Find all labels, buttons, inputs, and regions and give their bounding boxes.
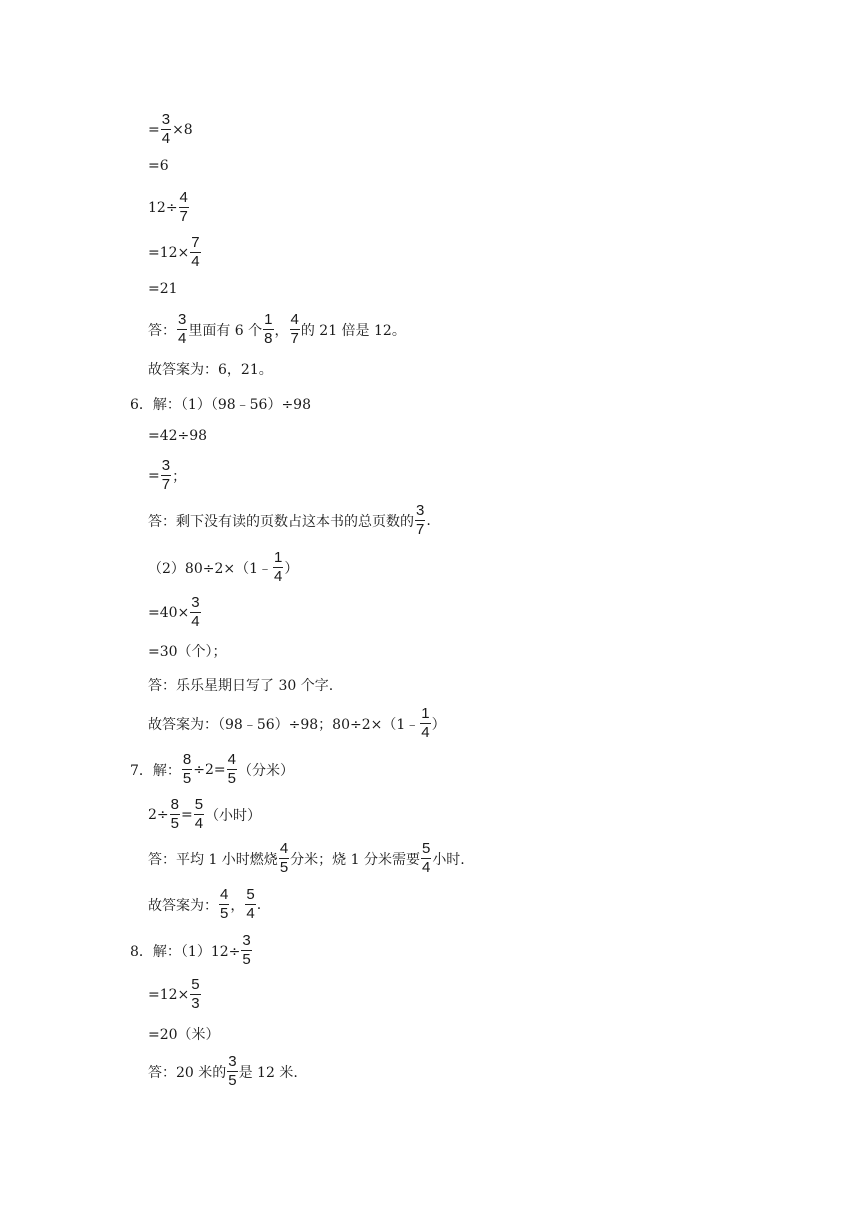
text: 故答案为：（98﹣56）÷98；80÷2×（1﹣	[148, 716, 420, 733]
text: 的 21 倍是 12。	[300, 322, 406, 339]
fraction: $\frac{8}{5}$	[182, 751, 192, 787]
fraction: $\frac{5}{3}$	[191, 976, 200, 1012]
fraction: $\frac{5}{4}$	[246, 886, 255, 922]
text: =40×	[148, 604, 190, 621]
fraction: $\frac{8}{5}$	[170, 796, 179, 832]
text: .	[426, 512, 431, 529]
text: =42÷98	[148, 428, 208, 444]
answer-line	[148, 359, 273, 379]
step-line	[148, 1024, 220, 1044]
text: 答：20 米的	[148, 1064, 227, 1081]
step-line	[148, 550, 298, 585]
fraction: $\frac{5}{4}$	[421, 840, 431, 876]
text: =	[148, 467, 160, 484]
text: ，	[274, 322, 289, 339]
text: =	[180, 806, 193, 823]
answer-line	[148, 706, 446, 741]
fraction: $\frac{4}{5}$	[279, 840, 289, 876]
fraction: $\frac{4}{5}$	[227, 751, 236, 787]
fraction: $\frac{3}{4}$	[191, 594, 200, 630]
problem-heading	[130, 752, 294, 787]
step-line	[148, 458, 186, 493]
text: （分米）	[237, 762, 294, 779]
step-line	[148, 190, 190, 225]
text: 7．解：	[130, 762, 181, 779]
fraction: $\frac{4}{7}$	[290, 311, 299, 347]
answer-line	[148, 887, 261, 922]
fraction: $\frac{4}{5}$	[220, 886, 229, 922]
fraction: $\frac{3}{4}$	[161, 111, 171, 147]
text: 里面有 6 个	[188, 322, 263, 339]
text: =21	[148, 281, 178, 297]
text: 8．解：（1）12÷	[130, 943, 241, 960]
text: 故答案为：	[148, 897, 218, 914]
text: 12÷	[148, 199, 178, 216]
text: ，	[230, 897, 245, 914]
fraction: $\frac{3}{4}$	[178, 311, 187, 347]
answer-line	[148, 1054, 298, 1089]
answer-line	[148, 841, 465, 876]
step-line	[148, 641, 227, 661]
text: ×8	[172, 121, 193, 138]
text: =20（米）	[148, 1027, 220, 1043]
text: ；	[172, 468, 187, 485]
text: 2÷	[148, 806, 169, 823]
text: 答：乐乐星期日写了 30 个字.	[148, 678, 334, 694]
text: 故答案为：6，21。	[148, 362, 273, 378]
answer-line	[148, 503, 431, 538]
text: ）	[431, 716, 446, 733]
text: .	[256, 896, 262, 913]
text: 答：	[148, 322, 176, 339]
step-line	[148, 112, 193, 147]
text: =	[148, 121, 160, 138]
text: 分米；烧 1 分米需要	[290, 851, 420, 868]
answer-line	[148, 675, 333, 695]
text: 6．解：（1）（98﹣56）÷98	[130, 397, 311, 413]
text: =30（个）；	[148, 644, 227, 660]
text: =12×	[148, 244, 190, 261]
text: ）	[284, 560, 299, 577]
step-line	[148, 595, 202, 630]
fraction: $\frac{4}{7}$	[179, 189, 188, 225]
step-line	[148, 977, 202, 1012]
fraction: $\frac{5}{4}$	[194, 796, 204, 832]
fraction: $\frac{1}{8}$	[264, 311, 273, 347]
step-line	[148, 281, 178, 297]
text: （小时）	[205, 807, 262, 824]
text: 答：剩下没有读的页数占这本书的总页数的	[148, 513, 414, 530]
problem-heading	[130, 933, 253, 968]
step-line	[148, 797, 261, 832]
step-line	[148, 428, 207, 444]
fraction: $\frac{7}{4}$	[191, 234, 200, 270]
fraction: $\frac{1}{4}$	[274, 549, 283, 585]
step-line	[148, 158, 169, 174]
text: =6	[148, 158, 169, 174]
text: 答：平均 1 小时燃烧	[148, 851, 278, 868]
problem-heading	[130, 394, 311, 414]
text: 小时.	[432, 851, 465, 868]
text: ÷2=	[193, 761, 226, 778]
answer-line	[148, 312, 406, 347]
fraction: $\frac{3}{7}$	[416, 502, 425, 538]
fraction: $\frac{3}{7}$	[161, 457, 171, 493]
step-line	[148, 235, 202, 270]
fraction: $\frac{3}{5}$	[242, 932, 251, 968]
text: 是 12 米.	[238, 1064, 298, 1081]
fraction: $\frac{3}{5}$	[228, 1053, 237, 1089]
fraction: $\frac{1}{4}$	[421, 705, 430, 741]
text: （2）80÷2×（1﹣	[148, 560, 272, 577]
text: =12×	[148, 986, 190, 1003]
